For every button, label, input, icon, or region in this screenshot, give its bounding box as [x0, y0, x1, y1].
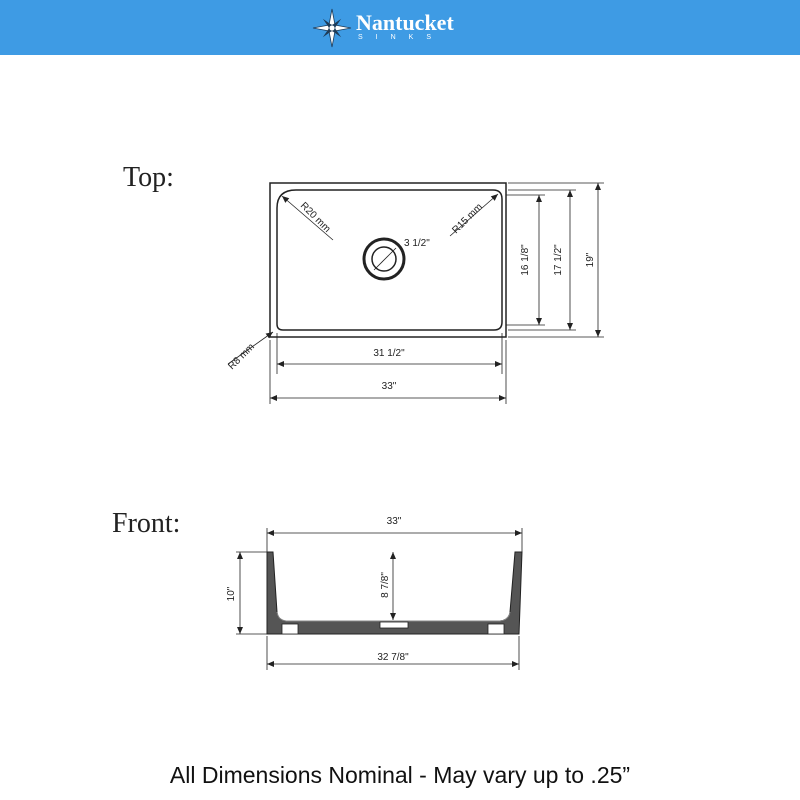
depth-mid-label: 17 1/2": [553, 244, 564, 276]
radius-top-left-label: R20 mm: [297, 200, 333, 235]
front-foot-left: [282, 624, 298, 634]
depth-outer-label: 19": [585, 252, 596, 268]
sink-inner-floor: [277, 612, 510, 621]
drain-diameter-label: 3 1/2": [404, 238, 430, 249]
front-bottom-width-label: 32 7/8": [377, 652, 409, 663]
front-drain: [380, 622, 408, 628]
brand-name: Nantucket: [356, 10, 454, 35]
disclaimer-footer: All Dimensions Nominal - May vary up to .25”: [169, 762, 631, 788]
front-top-width-label: 33": [386, 516, 402, 527]
front-foot-right: [488, 624, 504, 634]
radius-bottom-left-label: R8 mm: [226, 341, 257, 373]
front-view-label: Front:: [112, 508, 181, 539]
radius-top-right-label: R15 mm: [450, 201, 485, 237]
front-view-drawing: [267, 552, 522, 634]
depth-inner-label: 16 1/8": [520, 244, 531, 276]
outer-width-label: 33": [381, 381, 397, 392]
drain-outer: [364, 239, 404, 279]
inner-width-label: 31 1/2": [373, 348, 405, 359]
brand-subtitle: SINKS: [358, 34, 445, 41]
front-height-label: 10": [226, 586, 237, 602]
front-inner-depth-label: 8 7/8": [380, 572, 391, 598]
top-view-label: Top:: [123, 162, 174, 193]
drain-inner: [372, 247, 396, 271]
